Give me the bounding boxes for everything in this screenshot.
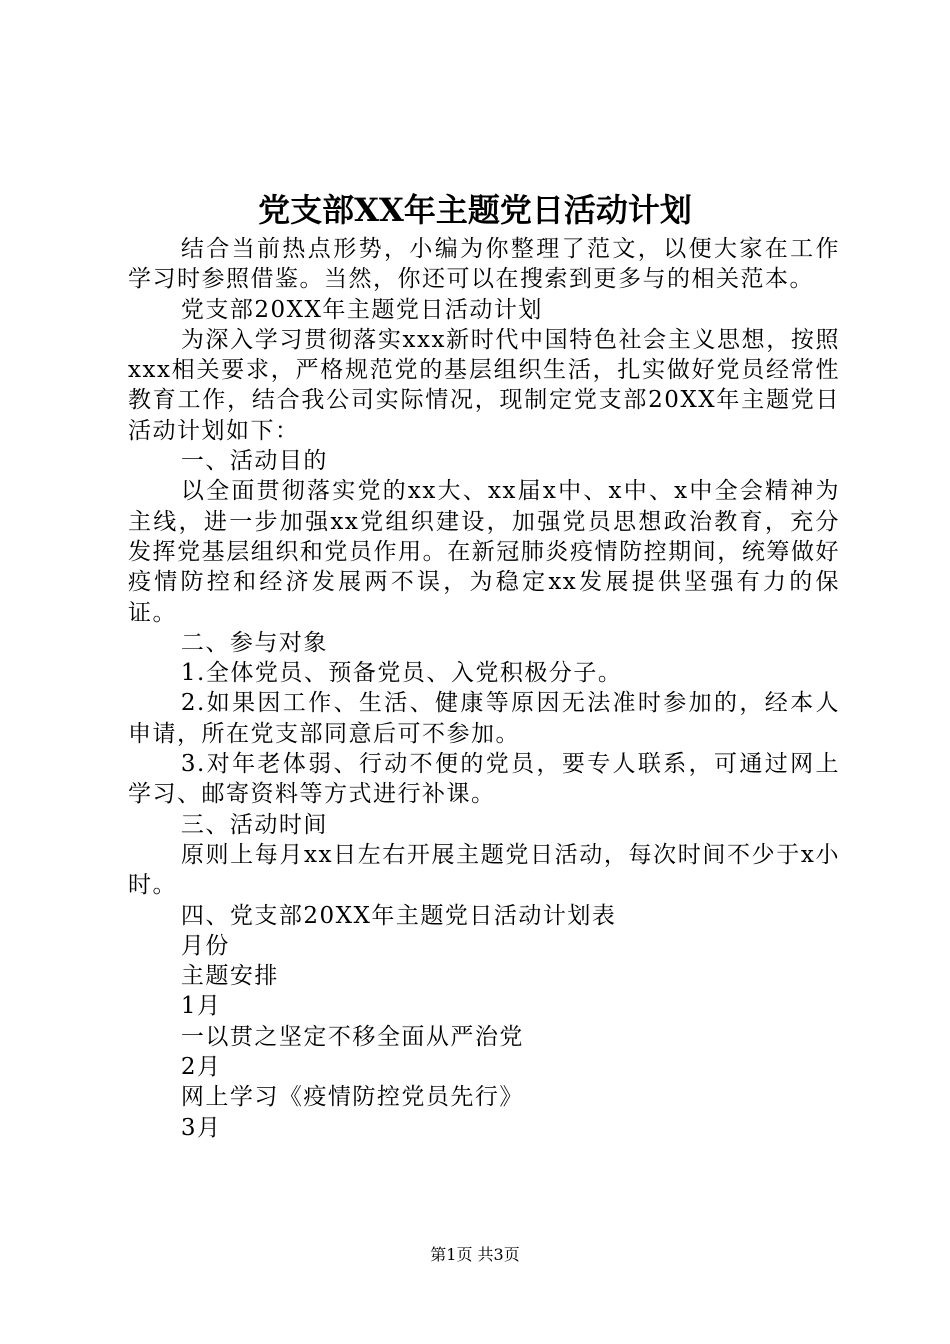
schedule-month: 2月 xyxy=(180,1054,222,1081)
document-body xyxy=(128,234,840,1143)
paragraph-preface: 为深入学习贯彻落实xxx新时代中国特色社会主义思想，按照xxx相关要求，严格规范党的基层组织生活，扎实做好党员经常性教育工作，结合我公司实际情况，现制定党支部20XX年主题党日活动计划如下： xyxy=(128,326,840,444)
section-heading-purpose: 一、活动目的 xyxy=(180,448,328,475)
schedule-month: 3月 xyxy=(180,1114,222,1141)
list-item: 2.如果因工作、生活、健康等原因无法准时参加的，经本人申请，所在党支部同意后可不参加。 xyxy=(128,690,840,747)
schedule-header-month: 月份 xyxy=(180,932,230,959)
section-heading-participants: 二、参与对象 xyxy=(180,629,328,656)
paragraph-intro: 结合当前热点形势，小编为你整理了范文，以便大家在工作学习时参照借鉴。当然，你还可以在搜索到更多与的相关范本。 xyxy=(128,236,840,293)
section-heading-schedule: 四、党支部20XX年主题党日活动计划表 xyxy=(180,902,617,929)
list-item: 3.对年老体弱、行动不便的党员，要专人联系，可通过网上学习、邮寄资料等方式进行补课。 xyxy=(128,751,840,808)
list-item: 1.全体党员、预备党员、入党积极分子。 xyxy=(180,660,623,687)
section-heading-time: 三、活动时间 xyxy=(180,811,328,838)
paragraph-purpose: 以全面贯彻落实党的xx大、xx届x中、x中、x中全会精神为主线，进一步加强xx党组织建设，加强党员思想政治教育，充分发挥党基层组织和党员作用。在新冠肺炎疫情防控期间，统筹做好疫情防控和经济发展两不误，为稳定xx发展提供坚强有力的保证。 xyxy=(128,478,840,626)
schedule-header-topic: 主题安排 xyxy=(180,963,279,990)
schedule-topic: 一以贯之坚定不移全面从严治党 xyxy=(180,1023,524,1050)
document-title: 党支部XX年主题党日活动计划 xyxy=(258,191,692,229)
page-number-footer: 第1页 共3页 xyxy=(430,1245,520,1264)
schedule-topic: 网上学习《疫情防控党员先行》 xyxy=(180,1084,524,1111)
paragraph-time: 原则上每月xx日左右开展主题党日活动，每次时间不少于x小时。 xyxy=(128,841,840,899)
paragraph-subtitle: 党支部20XX年主题党日活动计划 xyxy=(180,296,543,323)
schedule-month: 1月 xyxy=(180,993,222,1020)
